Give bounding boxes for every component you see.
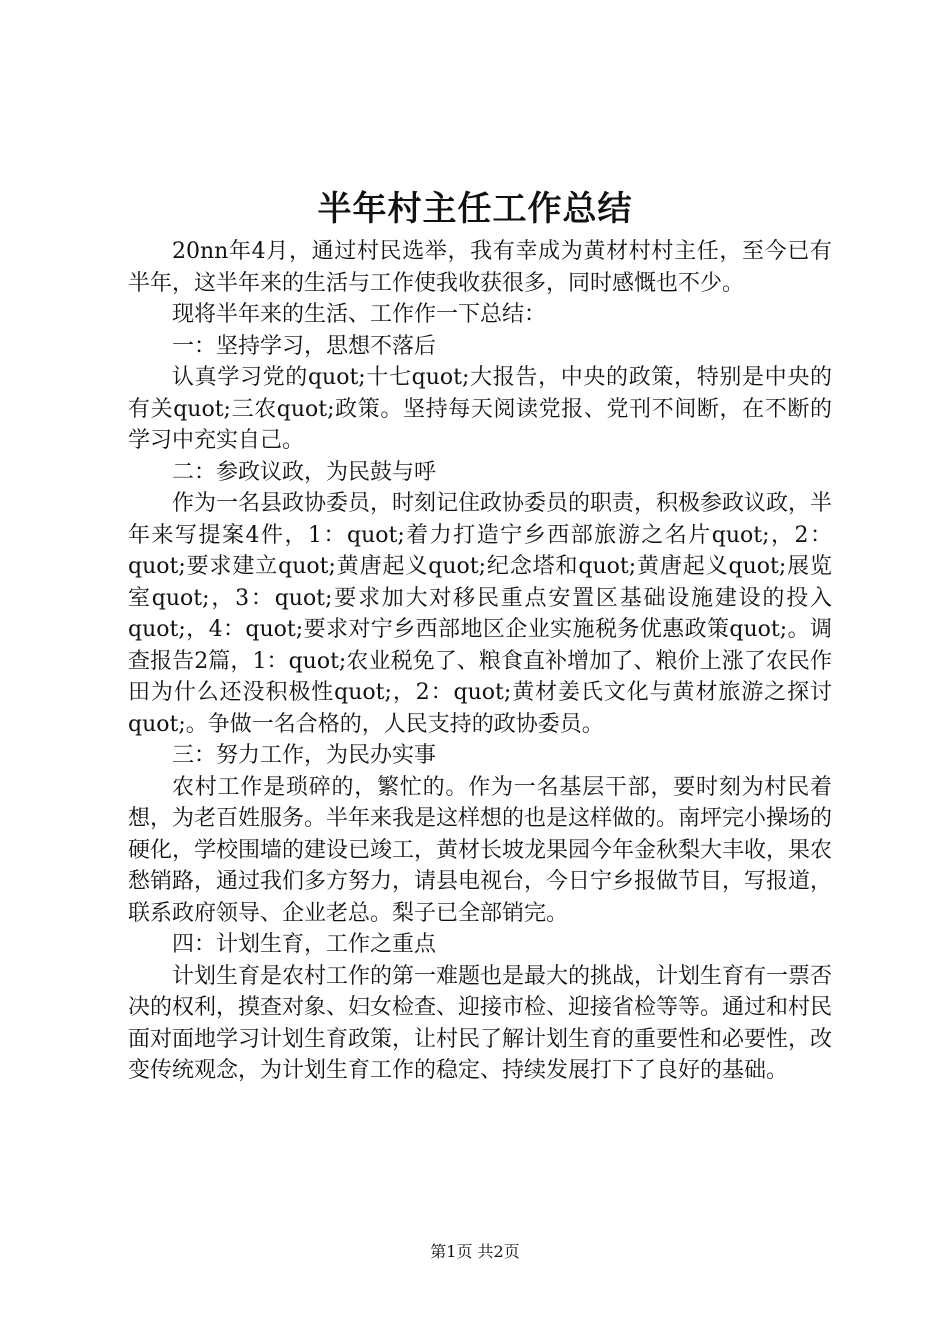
section-heading-politics: 二：参政议政，为民鼓与呼 xyxy=(172,459,437,485)
section-heading-family-planning: 四：计划生育，工作之重点 xyxy=(172,932,437,957)
document-title: 半年村主任工作总结 xyxy=(317,189,633,229)
paragraph-intro: 20nn年4月，通过村民选举，我有幸成为黄材村村主任，至今已有半年，这半年来的生活与工作使我收获很多，同时感慨也不少。 xyxy=(128,239,832,296)
paragraph-family-planning: 计划生育是农村工作的第一难题也是最大的挑战，计划生育有一票否决的权利，摸查对象、妇女检查、迎接市检、迎接省检等等。通过和村民面对面地学习计划生育政策，让村民了解计划生育的重要性和必要性，改变传统观念，为计划生育工作的稳定、持续发展打下了良好的基础。 xyxy=(128,963,833,1083)
paragraph-work: 农村工作是琐碎的，繁忙的。作为一名基层干部，要时刻为村民着想，为老百姓服务。半年来我是这样想的也是这样做的。南坪完小操场的硬化，学校围墙的建设已竣工，黄材长坡龙果园今年金秋梨大丰收，果农愁销路，通过我们多方努力，请县电视台，今日宁乡报做节目，写报道，联系政府领导、企业老总。梨子已全部销完。 xyxy=(128,774,833,926)
paragraph-summary-lead: 现将半年来的生活、工作作一下总结： xyxy=(172,302,547,327)
paragraph-politics: 作为一名县政协委员，时刻记住政协委员的职责，积极参政议政，半年来写提案4件，1：quot;着力打造宁乡西部旅游之名片quot;，2：quot;要求建立quot;黄唐起义quot;纪念塔和quot;黄唐起义quot;展览室quot;，3：quot;要求加大对移民重点安置区基础设施建设的投入quot;，4：quot;要求对宁乡西部地区企业实施税务优惠政策quot;。调查报告2篇，1：quot;农业税免了、粮食直补增加了、粮价上涨了农民作田为什么还没积极性quot;，2：quot;黄材姜氏文化与黄材旅游之探讨quot;。争做一名合格的，人民支持的政协委员。 xyxy=(128,491,833,737)
section-heading-study: 一：坚持学习，思想不落后 xyxy=(172,333,437,359)
paragraph-study: 认真学习党的quot;十七quot;大报告，中央的政策，特别是中央的有关quot;三农quot;政策。坚持每天阅读党报、党刊不间断，在不断的学习中充实自己。 xyxy=(128,365,832,453)
section-heading-work: 三：努力工作，为民办实事 xyxy=(172,743,437,768)
document-body xyxy=(128,236,832,1087)
page-footer: 第1页 共2页 xyxy=(430,1242,520,1261)
